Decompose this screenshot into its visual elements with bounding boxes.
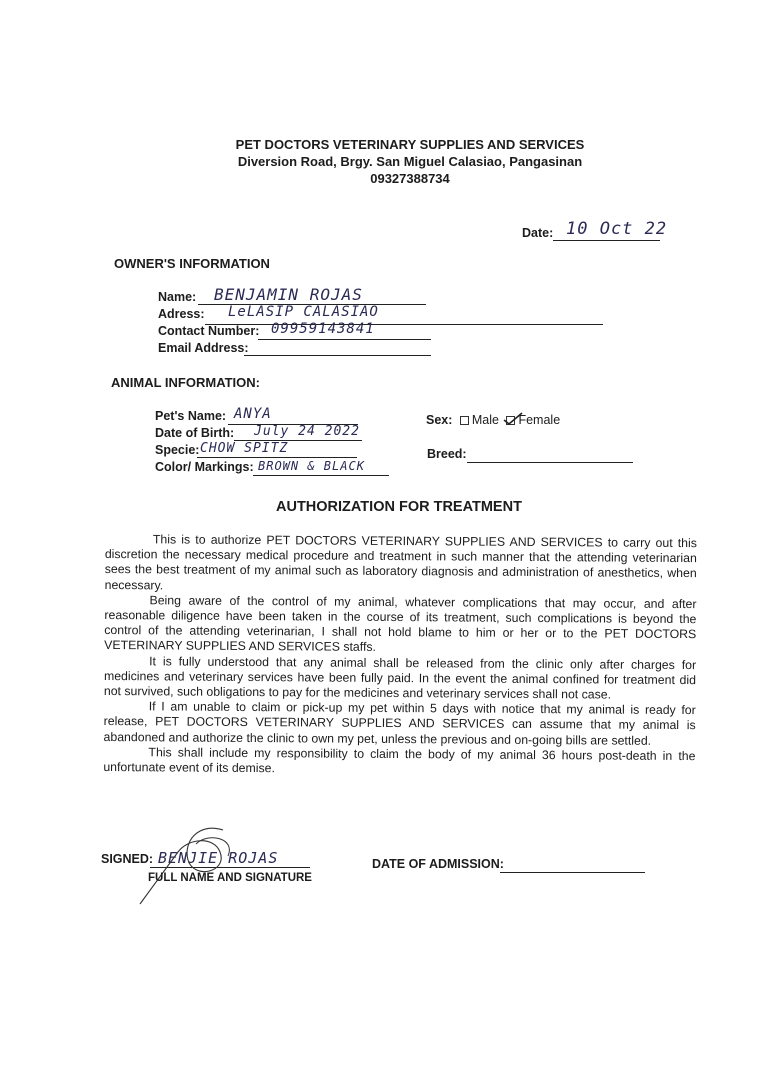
date-value[interactable]: 10 Oct 22: [566, 219, 668, 239]
pet-dob-value[interactable]: July 24 2022: [254, 424, 360, 439]
owner-contact-value[interactable]: 09959143841: [271, 321, 375, 337]
authorization-paragraph: This shall include my responsibility to claim the body of my animal 36 hours post-death in the unfortunate event of its demise.: [103, 745, 696, 776]
authorization-title: AUTHORIZATION FOR TREATMENT: [276, 499, 522, 515]
admission-line: [500, 872, 645, 873]
admission-label: DATE OF ADMISSION:: [372, 857, 504, 871]
sex-field: [426, 413, 560, 427]
animal-heading: ANIMAL INFORMATION:: [111, 375, 260, 390]
owner-address-label: Adress:: [158, 307, 205, 321]
signature-caption: FULL NAME AND SIGNATURE: [148, 872, 312, 884]
date-label: Date:: [522, 226, 554, 240]
owner-contact-line: [258, 339, 431, 340]
pet-name-label: Pet's Name:: [155, 409, 227, 423]
pet-specie-line: [197, 457, 357, 458]
pet-dob-label: Date of Birth:: [155, 426, 235, 440]
breed-line: [467, 462, 633, 463]
pet-color-value[interactable]: BROWN & BLACK: [258, 459, 365, 473]
pet-specie-value[interactable]: CHOW SPITZ: [200, 441, 289, 456]
clinic-phone: 09327388734: [370, 171, 450, 186]
sex-male-label: Male: [471, 413, 499, 427]
signed-name[interactable]: BENJIE ROJAS: [158, 849, 279, 867]
sex-female-checkbox[interactable]: [506, 416, 515, 425]
authorization-paragraph: It is fully understood that any animal shall be released from the clinic only after charges for medicines and veterinary services have been fully paid. In the event the animal confined for treatment did not survived, such obligations to pay for the medicines and veterinary services shall not case.: [103, 653, 697, 702]
breed-label: Breed:: [427, 447, 467, 461]
owner-address-line: [205, 324, 603, 325]
owner-name-value[interactable]: BENJAMIN ROJAS: [214, 285, 363, 304]
owner-email-label: Email Address:: [158, 341, 249, 355]
date-line: [553, 240, 660, 241]
authorization-paragraph: Being aware of the control of my animal, whatever complications that may occur, and after reasonable diligence have been taken in the course of its treatment, such complications is beyond the control of the attending veterinarian, I shall not hold blame to him or her or to the PET DOCTORS VETERINARY SUPPLIES AND SERVICES staffs.: [104, 593, 697, 655]
sex-male-checkbox[interactable]: [460, 416, 469, 425]
owner-contact-label: Contact Number:: [158, 324, 260, 338]
signature-scribble: [128, 822, 248, 912]
pet-color-label: Color/ Markings:: [155, 460, 254, 474]
clinic-name: PET DOCTORS VETERINARY SUPPLIES AND SERVICES: [235, 137, 585, 152]
owner-name-label: Name:: [158, 290, 197, 304]
checkmark-icon: [503, 412, 523, 426]
authorization-body: [103, 532, 697, 779]
signed-label: SIGNED:: [101, 852, 154, 866]
clinic-address: Diversion Road, Brgy. San Miguel Calasiao, Pangasinan: [237, 154, 583, 169]
pet-color-line: [253, 475, 389, 476]
sex-female-label: Female: [518, 413, 561, 427]
authorization-paragraph: If I am unable to claim or pick-up my pet within 5 days with notice that my animal is ready for release, PET DOCTORS VETERINARY SUPPLIES AND SERVICES can assume that my animal is abandoned and authorize the clinic to own my pet, unless the previous and on-going bills are settled.: [103, 699, 696, 748]
owner-heading: OWNER'S INFORMATION: [114, 256, 270, 271]
owner-address-value[interactable]: LeLASIP CALASIAO: [228, 304, 379, 320]
sex-label: Sex:: [426, 413, 453, 427]
owner-email-line: [244, 355, 431, 356]
pet-name-value[interactable]: ANYA: [234, 406, 272, 422]
authorization-paragraph: This is to authorize PET DOCTORS VETERINARY SUPPLIES AND SERVICES to carry out this discretion the necessary medical procedure and treatment in such manner that the attending veterinarian sees the best treatment of my animal such as laboratory diagnosis and administration of anesthetics, when necessary.: [104, 532, 697, 593]
pet-specie-label: Specie:: [155, 443, 200, 457]
